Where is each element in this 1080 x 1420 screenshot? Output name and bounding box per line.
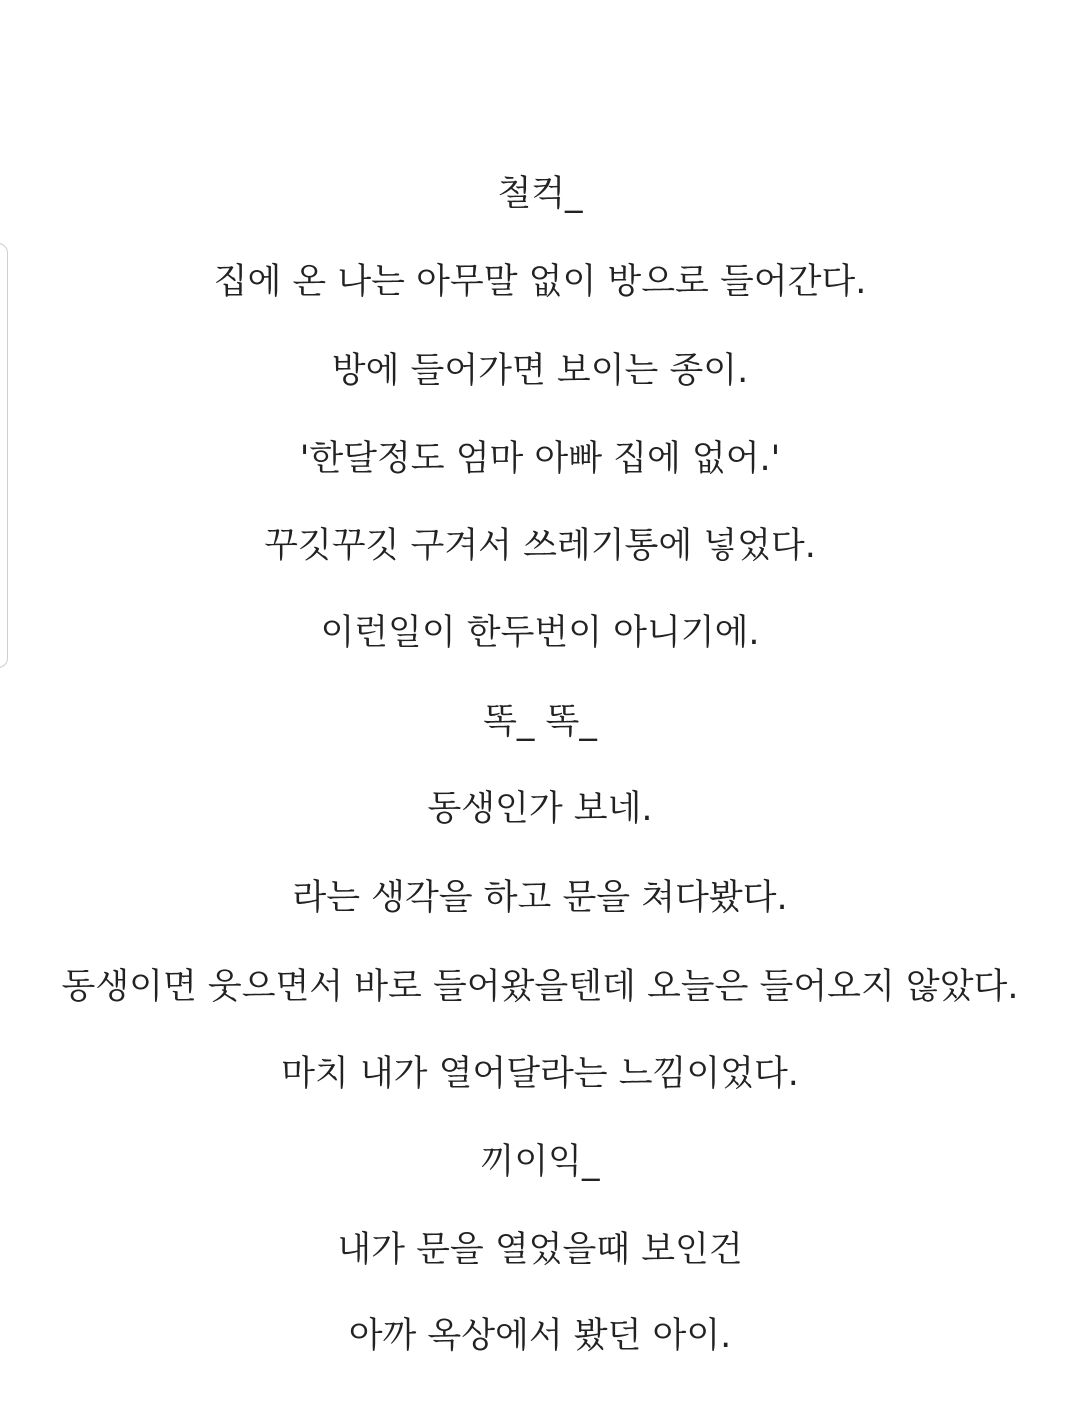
story-line: 이런일이 한두번이 아니기에.	[320, 613, 760, 653]
story-line: 꾸깃꾸깃 구겨서 쓰레기통에 넣었다.	[264, 526, 816, 566]
story-line: 철컥_	[497, 174, 583, 214]
story-line: 집에 온 나는 아무말 없이 방으로 들어간다.	[213, 262, 867, 302]
story-line: 동생인가 보네.	[427, 789, 653, 829]
story-line: 동생이면 웃으면서 바로 들어왔을텐데 오늘은 들어오지 않았다.	[61, 967, 1019, 1007]
story-line: '한달정도 엄마 아빠 집에 없어.'	[299, 439, 781, 479]
story-line: 라는 생각을 하고 문을 쳐다봤다.	[292, 878, 788, 918]
story-line: 내가 문을 열었을때 보인건	[337, 1230, 743, 1270]
story-line: 끼이익_	[480, 1142, 600, 1182]
story-line: 방에 들어가면 보이는 종이.	[331, 351, 749, 391]
story-line: 마치 내가 열어달라는 느낌이었다.	[281, 1054, 799, 1094]
story-line: 아까 옥상에서 봤던 아이.	[348, 1316, 732, 1356]
story-line: 똑_ 똑_	[483, 702, 597, 742]
